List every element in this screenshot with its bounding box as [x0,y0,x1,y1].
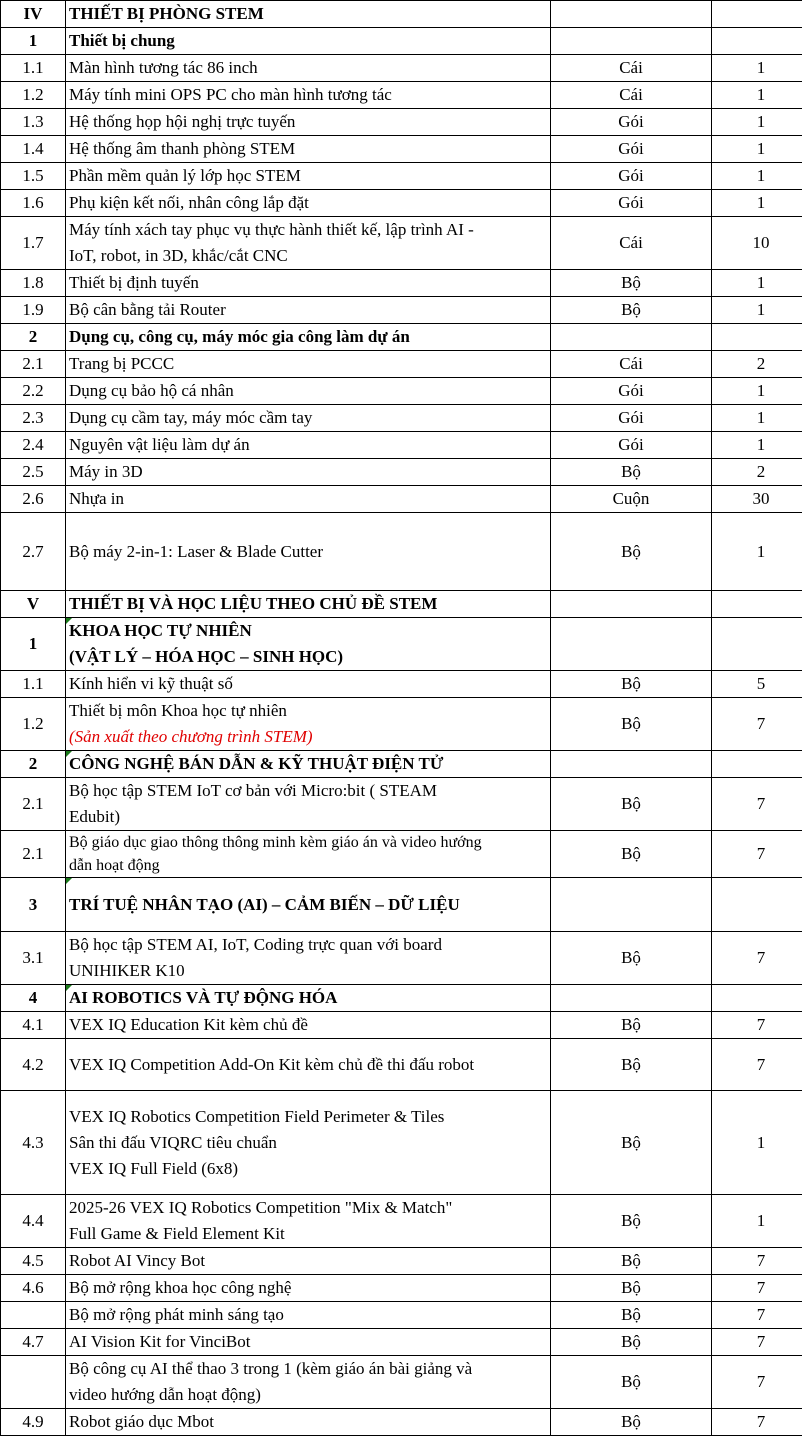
cell-name [66,486,551,513]
table-row [1,297,802,324]
cell-unit [551,1,712,28]
cell-name [66,985,551,1012]
name-line: Bộ máy 2-in-1: Laser & Blade Cutter [69,539,547,565]
cell-no: 4.9 [1,1409,66,1436]
cell-no: 1 [1,618,66,671]
name-line: AI Vision Kit for VinciBot [69,1329,547,1355]
cell-qty: 7 [712,698,802,751]
name-line: Edubit) [69,804,547,830]
cell-name [66,1302,551,1329]
name-line: Bộ giáo dục giao thông thông minh kèm giáo án và video hướng [69,831,547,854]
cell-qty: 7 [712,831,802,878]
cell-no: 1.7 [1,217,66,270]
cell-qty: 7 [712,1012,802,1039]
cell-no: 1.5 [1,163,66,190]
cell-name [66,1091,551,1195]
name-line: IoT, robot, in 3D, khắc/cắt CNC [69,243,547,269]
table-row [1,1091,802,1195]
group-row [1,751,802,778]
cell-qty: 7 [712,1356,802,1409]
cell-name [66,1039,551,1091]
cell-name [66,109,551,136]
name-line: AI ROBOTICS VÀ TỰ ĐỘNG HÓA [69,985,547,1011]
cell-name [66,513,551,591]
cell-name [66,28,551,55]
cell-no: 2.7 [1,513,66,591]
name-line: (VẬT LÝ – HÓA HỌC – SINH HỌC) [69,644,547,670]
table-row [1,1195,802,1248]
cell-no: 2.1 [1,831,66,878]
table-row [1,405,802,432]
name-line: CÔNG NGHỆ BÁN DẪN & KỸ THUẬT ĐIỆN TỬ [69,751,547,777]
table-row [1,82,802,109]
cell-unit: Bộ [551,270,712,297]
cell-no: 2.1 [1,351,66,378]
cell-unit: Bộ [551,1091,712,1195]
name-line: Thiết bị môn Khoa học tự nhiên [69,698,547,724]
cell-unit: Bộ [551,1329,712,1356]
name-line: TRÍ TUỆ NHÂN TẠO (AI) – CẢM BIẾN – DỮ LIỆU [69,892,547,918]
cell-no: 1.9 [1,297,66,324]
cell-no: 4.2 [1,1039,66,1091]
cell-unit [551,591,712,618]
name-line: KHOA HỌC TỰ NHIÊN [69,618,547,644]
cell-unit: Bộ [551,932,712,985]
cell-unit: Bộ [551,297,712,324]
cell-name [66,1195,551,1248]
cell-qty [712,1,802,28]
table-row [1,698,802,751]
cell-qty: 7 [712,1302,802,1329]
cell-unit [551,28,712,55]
cell-name [66,190,551,217]
table-row [1,1275,802,1302]
table-row [1,378,802,405]
cell-no: 2.5 [1,459,66,486]
cell-name [66,82,551,109]
table-row [1,671,802,698]
name-line: VEX IQ Full Field (6x8) [69,1156,547,1182]
cell-unit: Gói [551,136,712,163]
cell-no: 2.3 [1,405,66,432]
cell-qty: 1 [712,109,802,136]
cell-no: IV [1,1,66,28]
cell-qty [712,878,802,932]
cell-name [66,831,551,878]
cell-no: 2.1 [1,778,66,831]
cell-name [66,1275,551,1302]
name-line: Máy in 3D [69,459,547,485]
cell-unit: Bộ [551,1356,712,1409]
name-line: Sân thi đấu VIQRC tiêu chuẩn [69,1130,547,1156]
cell-qty [712,324,802,351]
cell-qty: 1 [712,163,802,190]
equipment-table-body [1,1,802,1436]
cell-no: 2 [1,324,66,351]
table-row [1,163,802,190]
cell-no [1,1302,66,1329]
cell-qty: 10 [712,217,802,270]
cell-unit: Bộ [551,778,712,831]
cell-unit: Cái [551,55,712,82]
cell-name [66,297,551,324]
cell-no: 1.2 [1,82,66,109]
name-line: Thiết bị định tuyến [69,270,547,296]
name-line: dẫn hoạt động [69,854,547,877]
cell-no: 2.6 [1,486,66,513]
name-line: UNIHIKER K10 [69,958,547,984]
cell-no: V [1,591,66,618]
cell-qty: 1 [712,270,802,297]
table-row [1,459,802,486]
name-line: Full Game & Field Element Kit [69,1221,547,1247]
cell-unit: Bộ [551,1012,712,1039]
cell-no: 1.1 [1,55,66,82]
cell-name [66,932,551,985]
cell-unit [551,985,712,1012]
cell-unit: Bộ [551,1195,712,1248]
cell-unit [551,618,712,671]
cell-name [66,405,551,432]
cell-qty [712,591,802,618]
name-line: Màn hình tương tác 86 inch [69,55,547,81]
name-line: Phần mềm quản lý lớp học STEM [69,163,547,189]
name-line: Robot giáo dục Mbot [69,1409,547,1435]
cell-qty: 1 [712,297,802,324]
cell-no: 1.6 [1,190,66,217]
group-row [1,324,802,351]
name-line: THIẾT BỊ PHÒNG STEM [69,1,547,27]
cell-name [66,351,551,378]
name-line: Máy tính mini OPS PC cho màn hình tương tác [69,82,547,108]
table-row [1,513,802,591]
cell-qty: 30 [712,486,802,513]
table-row [1,1302,802,1329]
cell-unit: Gói [551,378,712,405]
cell-no: 3 [1,878,66,932]
cell-unit: Gói [551,163,712,190]
cell-qty: 1 [712,513,802,591]
table-row [1,109,802,136]
table-row [1,351,802,378]
cell-no: 1.2 [1,698,66,751]
cell-name [66,324,551,351]
cell-qty [712,751,802,778]
cell-name [66,136,551,163]
cell-no: 2 [1,751,66,778]
cell-qty: 1 [712,1091,802,1195]
cell-name [66,618,551,671]
cell-unit: Bộ [551,671,712,698]
table-row [1,432,802,459]
table-row [1,270,802,297]
cell-no: 2.4 [1,432,66,459]
name-line: Bộ mở rộng phát minh sáng tạo [69,1302,547,1328]
name-line: 2025-26 VEX IQ Robotics Competition "Mix & Match" [69,1195,547,1221]
cell-unit: Cuộn [551,486,712,513]
table-row [1,1356,802,1409]
cell-unit: Bộ [551,698,712,751]
name-line: THIẾT BỊ VÀ HỌC LIỆU THEO CHỦ ĐỀ STEM [69,591,547,617]
cell-name [66,671,551,698]
table-row [1,55,802,82]
cell-name [66,591,551,618]
cell-name [66,459,551,486]
cell-no: 1.1 [1,671,66,698]
group-row [1,28,802,55]
cell-name [66,698,551,751]
cell-qty: 7 [712,778,802,831]
cell-qty: 2 [712,459,802,486]
section-row [1,591,802,618]
name-line: Thiết bị chung [69,28,547,54]
name-line: video hướng dẫn hoạt động) [69,1382,547,1408]
cell-unit: Gói [551,405,712,432]
cell-name [66,270,551,297]
cell-unit: Gói [551,432,712,459]
cell-no [1,1356,66,1409]
name-line: Bộ cân bằng tải Router [69,297,547,323]
cell-unit: Bộ [551,1039,712,1091]
cell-unit: Cái [551,82,712,109]
cell-qty: 7 [712,1248,802,1275]
group-row [1,878,802,932]
table-row [1,217,802,270]
cell-unit: Bộ [551,1275,712,1302]
cell-no: 3.1 [1,932,66,985]
name-line: Bộ học tập STEM AI, IoT, Coding trực quan với board [69,932,547,958]
cell-no: 4.6 [1,1275,66,1302]
cell-unit [551,751,712,778]
cell-unit: Bộ [551,513,712,591]
name-line: Dụng cụ, công cụ, máy móc gia công làm dự án [69,324,547,350]
table-row [1,1039,802,1091]
name-line: Dụng cụ cầm tay, máy móc cầm tay [69,405,547,431]
cell-unit [551,324,712,351]
cell-qty: 1 [712,82,802,109]
table-row [1,1409,802,1436]
cell-name [66,778,551,831]
cell-unit: Gói [551,109,712,136]
table-row [1,1012,802,1039]
cell-name [66,1,551,28]
cell-unit: Cái [551,217,712,270]
name-line: Hệ thống âm thanh phòng STEM [69,136,547,162]
cell-qty: 7 [712,1039,802,1091]
cell-no: 4 [1,985,66,1012]
table-row [1,190,802,217]
cell-name [66,163,551,190]
cell-name [66,378,551,405]
table-row [1,1248,802,1275]
name-line: Dụng cụ bảo hộ cá nhân [69,378,547,404]
table-row [1,831,802,878]
cell-no: 4.1 [1,1012,66,1039]
table-row [1,1329,802,1356]
name-line: Robot AI Vincy Bot [69,1248,547,1274]
cell-unit: Bộ [551,831,712,878]
cell-name [66,432,551,459]
cell-name [66,1248,551,1275]
cell-qty: 1 [712,378,802,405]
cell-qty: 1 [712,432,802,459]
name-line: Hệ thống họp hội nghị trực tuyến [69,109,547,135]
section-row [1,1,802,28]
cell-qty: 1 [712,136,802,163]
name-line: VEX IQ Education Kit kèm chủ đề [69,1012,547,1038]
table-row [1,778,802,831]
name-line: Bộ mở rộng khoa học công nghệ [69,1275,547,1301]
cell-no: 1.3 [1,109,66,136]
name-line: Bộ học tập STEM IoT cơ bản với Micro:bit ( STEAM [69,778,547,804]
cell-qty: 1 [712,55,802,82]
group-row [1,985,802,1012]
cell-unit: Bộ [551,459,712,486]
note-text: (Sản xuất theo chương trình STEM) [69,724,547,750]
cell-name [66,751,551,778]
cell-qty: 1 [712,405,802,432]
cell-unit: Cái [551,351,712,378]
table-row [1,136,802,163]
cell-no: 1.8 [1,270,66,297]
name-line: Trang bị PCCC [69,351,547,377]
cell-unit: Bộ [551,1302,712,1329]
cell-name [66,1329,551,1356]
cell-unit: Gói [551,190,712,217]
name-line: Nhựa in [69,486,547,512]
cell-qty: 7 [712,1275,802,1302]
cell-no: 1 [1,28,66,55]
cell-name [66,55,551,82]
table-row [1,486,802,513]
cell-unit: Bộ [551,1248,712,1275]
cell-name [66,1356,551,1409]
cell-qty: 2 [712,351,802,378]
cell-no: 2.2 [1,378,66,405]
cell-qty: 1 [712,1195,802,1248]
cell-qty [712,985,802,1012]
name-line: Kính hiển vi kỹ thuật số [69,671,547,697]
cell-qty [712,618,802,671]
cell-name [66,878,551,932]
cell-qty: 5 [712,671,802,698]
cell-no: 4.7 [1,1329,66,1356]
name-line: Phụ kiện kết nối, nhân công lắp đặt [69,190,547,216]
cell-name [66,1012,551,1039]
name-line: Máy tính xách tay phục vụ thực hành thiết kế, lập trình AI - [69,217,547,243]
cell-no: 4.3 [1,1091,66,1195]
group-row [1,618,802,671]
cell-qty [712,28,802,55]
name-line: Nguyên vật liệu làm dự án [69,432,547,458]
cell-no: 4.5 [1,1248,66,1275]
cell-name [66,217,551,270]
cell-no: 4.4 [1,1195,66,1248]
cell-unit: Bộ [551,1409,712,1436]
cell-no: 1.4 [1,136,66,163]
cell-unit [551,878,712,932]
name-line: VEX IQ Competition Add-On Kit kèm chủ đề thi đấu robot [69,1052,547,1078]
cell-qty: 7 [712,932,802,985]
name-line: Bộ công cụ AI thể thao 3 trong 1 (kèm giáo án bài giảng và [69,1356,547,1382]
name-line: VEX IQ Robotics Competition Field Perimeter & Tiles [69,1104,547,1130]
cell-qty: 7 [712,1409,802,1436]
cell-qty: 1 [712,190,802,217]
table-row [1,932,802,985]
cell-name [66,1409,551,1436]
cell-qty: 7 [712,1329,802,1356]
